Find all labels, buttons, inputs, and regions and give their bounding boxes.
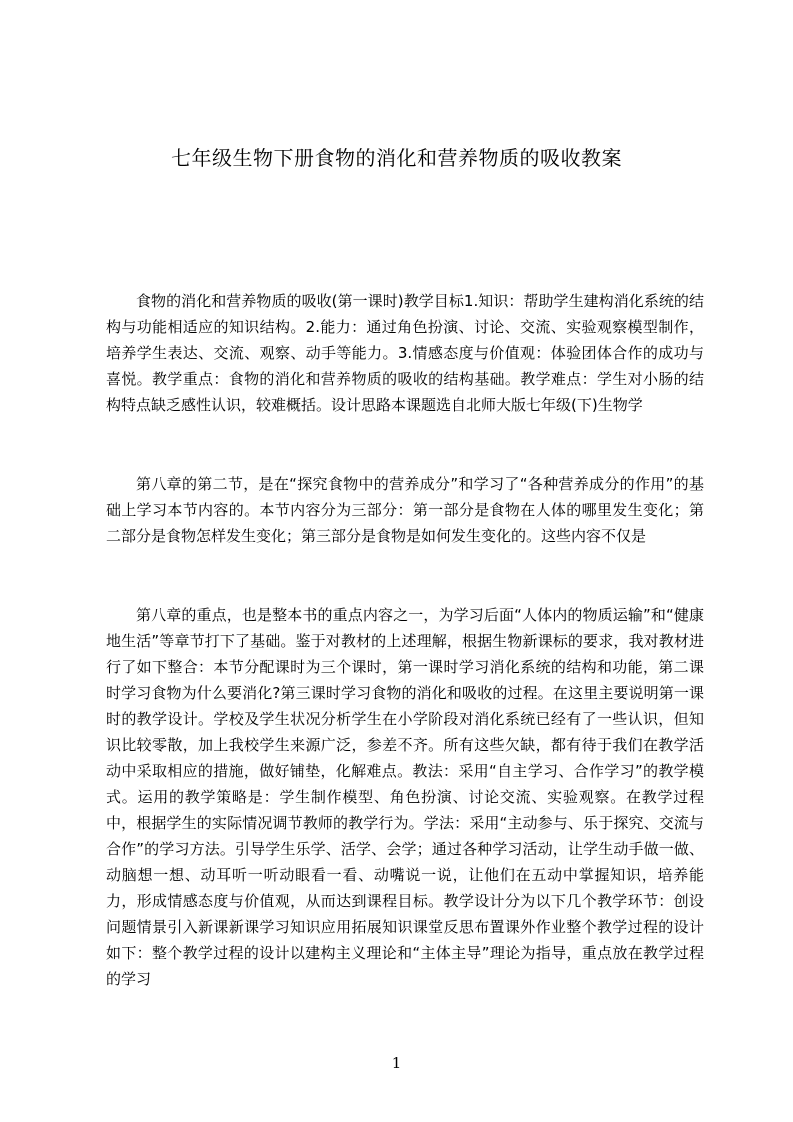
page-number: 1 xyxy=(391,1054,402,1072)
body-paragraph-3: 第八章的重点，也是整本书的重点内容之一，为学习后面“人体内的物质运输”和“健康地生活”等章节打下了基础。鉴于对教材的上述理解，根据生物新课标的要求，我对教材进行了如下整合：本节分配课时为三个课时，第一课时学习消化系统的结构和功能，第二课时学习食物为什么要消化?第三课时学习食物的消化和吸收的过程。在这里主要说明第一课时的教学设计。学校及学生状况分析学生在小学阶段对消化系统已经有了一些认识，但知识比较零散，加上我校学生来源广泛，参差不齐。所有这些欠缺，都有待于我们在教学活动中采取相应的措施，做好铺垫，化解难点。教法：采用“自主学习、合作学习”的教学模式。运用的教学策略是：学生制作模型、角色扮演、讨论交流、实验观察。在教学过程中，根据学生的实际情况调节教师的教学行为。学法：采用“主动参与、乐于探究、交流与合作”的学习方法。引导学生乐学、活学、会学；通过各种学习活动，让学生动手做一做、动脑想一想、动耳听一听动眼看一看、动嘴说一说，让他们在五动中掌握知识，培养能力，形成情感态度与价值观，从而达到课程目标。教学设计分为以下几个教学环节：创设问题情景引入新课新课学习知识应用拓展知识课堂反思布置课外作业整个教学过程的设计如下：整个教学过程的设计以建构主义理论和“主体主导”理论为指导，重点放在教学过程的学习 xyxy=(106,606,704,988)
document-title: 七年级生物下册食物的消化和营养物质的吸收教案 xyxy=(171,146,622,170)
body-paragraph-2: 第八章的第二节，是在“探究食物中的营养成分”和学习了“各种营养成分的作用”的基础上学习本节内容的。本节内容分为三部分：第一部分是食物在人体的哪里发生变化；第二部分是食物怎样发生变化；第三部分是食物是如何发生变化的。这些内容不仅是 xyxy=(106,475,704,545)
body-paragraph-1: 食物的消化和营养物质的吸收(第一课时)教学目标1.知识：帮助学生建构消化系统的结构与功能相适应的知识结构。2.能力：通过角色扮演、讨论、交流、实验观察模型制作，培养学生表达、交流、观察、动手等能力。3.情感态度与价值观：体验团体合作的成功与喜悦。教学重点：食物的消化和营养物质的吸收的结构基础。教学难点：学生对小肠的结构特点缺乏感性认识，较难概括。设计思路本课题选自北师大版七年级(下)生物学 xyxy=(106,292,704,414)
